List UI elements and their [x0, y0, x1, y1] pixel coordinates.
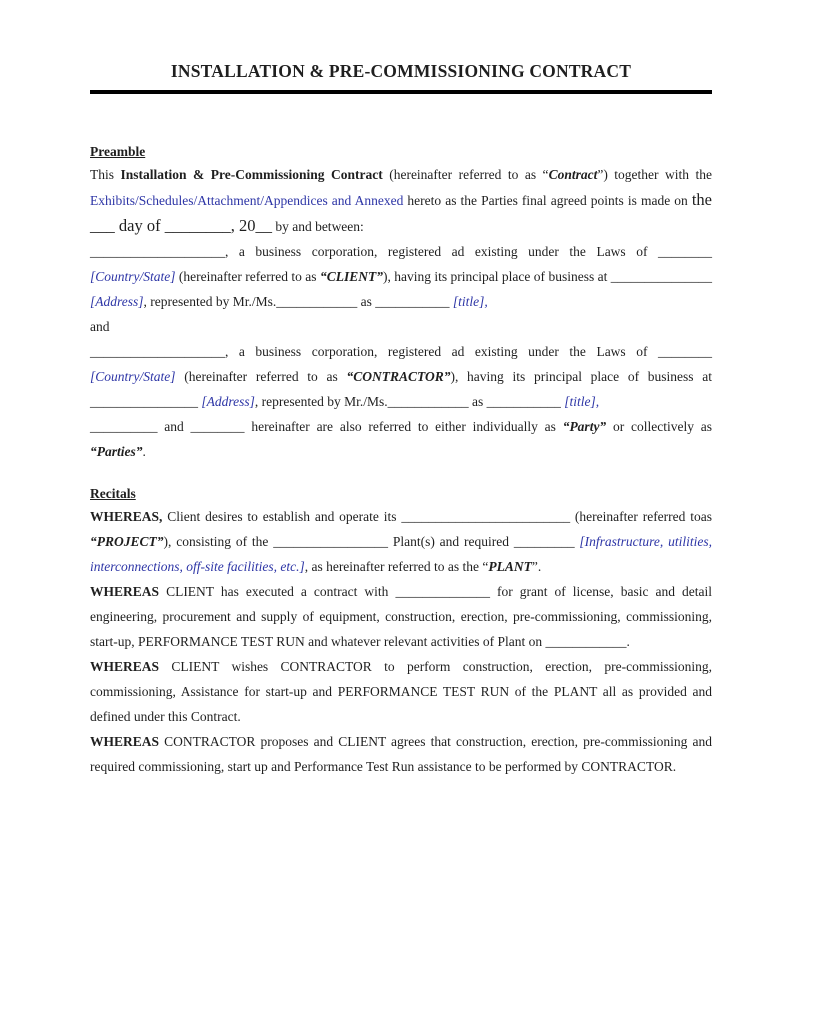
text-run: [title],	[564, 394, 600, 409]
preamble-heading: Preamble	[90, 144, 146, 159]
whereas-license-paragraph	[90, 579, 712, 654]
client-party-paragraph	[90, 239, 712, 314]
text-run: or collectively as	[606, 419, 712, 434]
text-run: ”.	[531, 559, 542, 574]
text-run: WHEREAS	[90, 734, 160, 749]
text-run: , as hereinafter referred to as the “	[304, 559, 489, 574]
text-run: [Infrastructure, utilities, interconnections, off-site facilities, etc.]	[90, 534, 712, 574]
text-run: (hereinafter referred to as	[175, 269, 320, 284]
text-run: , represented by Mr./Ms.____________ as ___________	[143, 294, 453, 309]
whereas-perform-paragraph	[90, 654, 712, 729]
text-run: [Country/State]	[90, 269, 176, 284]
text-run: [Address]	[201, 394, 255, 409]
text-run: the ___ day of ________, 20__	[90, 190, 713, 235]
whereas-proposal-paragraph	[90, 729, 712, 779]
text-run: WHEREAS	[90, 659, 160, 674]
text-run: ), having its principal place of business at ________________	[90, 369, 712, 409]
conjunction-and	[90, 314, 712, 339]
text-run: hereto as the Parties final agreed points is made on	[403, 193, 692, 208]
text-run: “PROJECT”	[90, 534, 164, 549]
text-run: (hereinafter referred to as “	[382, 167, 549, 182]
contractor-party-paragraph	[90, 339, 712, 414]
text-run: ____________________, a business corporation, registered ad existing under the Laws of ________	[90, 344, 712, 359]
text-run: , represented by Mr./Ms.____________ as ___________	[254, 394, 565, 409]
text-run: ), having its principal place of business at _______________	[382, 269, 712, 284]
text-run: PLANT	[488, 559, 532, 574]
text-run: CLIENT wishes CONTRACTOR to perform construction, erection, pre-commissioning, commissioning, Assistance for start-up and PERFORMANCE TEST RUN of the PLANT all as provided and defined under this Contract.	[90, 659, 712, 724]
title-underline-rule	[90, 90, 712, 94]
text-run: (hereinafter referred to as	[175, 369, 347, 384]
text-run: ), consisting of the _________________ Plant(s) and required _________	[163, 534, 580, 549]
whereas-project-paragraph	[90, 504, 712, 579]
text-run: “Party”	[562, 419, 607, 434]
text-run: “CLIENT”	[319, 269, 383, 284]
text-run: ____________________, a business corporation, registered ad existing under the Laws of ________	[90, 244, 712, 259]
text-run: “CONTRACTOR”	[346, 369, 451, 384]
intro-paragraph	[90, 162, 712, 239]
text-run: Client desires to establish and operate its _________________________ (hereinafter referred toas	[162, 509, 712, 524]
recitals-heading: Recitals	[90, 486, 136, 501]
text-run: Installation & Pre-Commissioning Contract	[120, 167, 383, 182]
text-run: and	[90, 319, 110, 334]
text-run: [title],	[452, 294, 488, 309]
text-run: WHEREAS	[90, 584, 160, 599]
text-run: CONTRACTOR proposes and CLIENT agrees that construction, erection, pre-commissioning and required commissioning, start up and Performance Test Run assistance to be performed by CONTRACTOR.	[90, 734, 712, 774]
section-preamble	[90, 142, 712, 464]
text-run: [Address]	[90, 294, 144, 309]
text-run: by and between:	[271, 219, 364, 234]
text-run: .	[142, 444, 146, 459]
text-run: “Parties”	[90, 444, 143, 459]
text-run: WHEREAS,	[90, 509, 163, 524]
text-run: CLIENT has executed a contract with ______________ for grant of license, basic and detail engineering, procurement and supply of equipment, construction, erection, pre-commissioning, commissioning, start-up, PERFORMANCE TEST RUN and whatever relevant activities of Plant on ____________.	[90, 584, 712, 649]
text-run: Exhibits/Schedules/Attachment/Appendices and Annexed	[90, 193, 404, 208]
text-run: __________ and ________ hereinafter are also referred to either individually as	[90, 419, 563, 434]
section-recitals	[90, 484, 712, 779]
text-run: ”) together with the	[597, 167, 713, 182]
text-run: Contract	[548, 167, 598, 182]
parties-definition-paragraph	[90, 414, 712, 464]
document-title: INSTALLATION & PRE-COMMISSIONING CONTRACT	[170, 61, 632, 81]
text-run: [Country/State]	[90, 369, 176, 384]
text-run: This	[90, 167, 121, 182]
